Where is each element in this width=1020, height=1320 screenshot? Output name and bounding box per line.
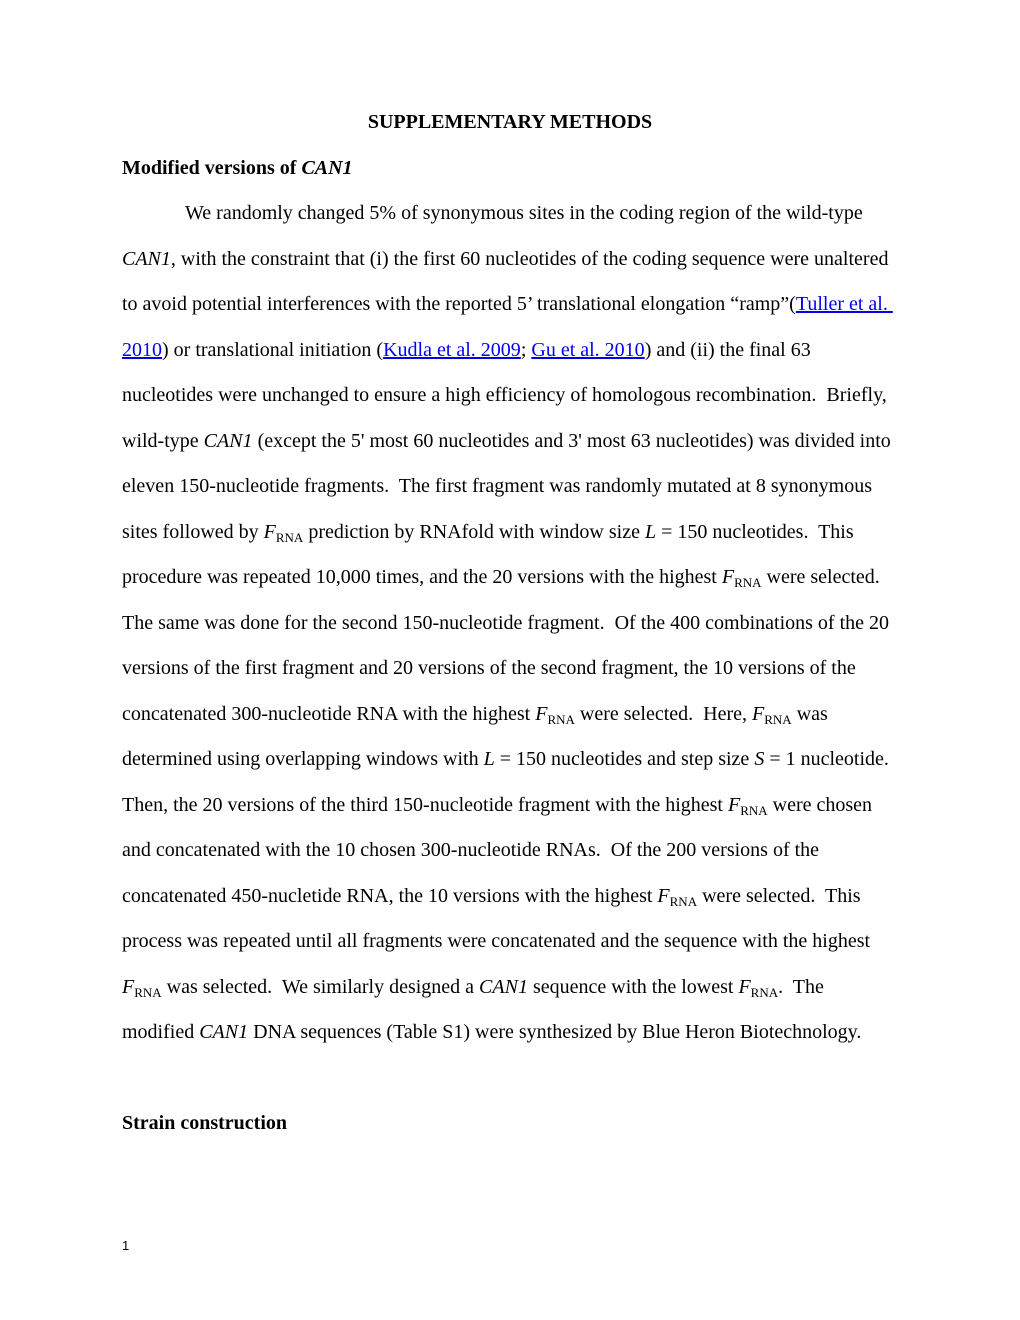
text-run: F <box>721 566 735 588</box>
citation-link-kudla-2009[interactable]: Kudla et al. 2009 <box>383 338 521 361</box>
text-run: RNA <box>764 711 792 727</box>
text-run: CAN1 <box>301 156 353 179</box>
text-run: RNA <box>669 893 698 909</box>
text-run: CAN1 <box>203 429 253 452</box>
document-title: SUPPLEMENTARY METHODS <box>367 111 653 133</box>
text-run: were selected. The same was done for the second 150-nucleotide fragment. Of the 400 combinations of the 20 versions of the first fragment and 20 versions of the second fragment, the 10 versions of the concatenated 300-nucleotide RNA with the highest <box>122 566 895 725</box>
text-run: were chosen and concatenated with the 10 chosen 300-nucleotide RNAs. Of the 200 versions of the concatenated 450-nucletide RNA, the 10 versions with the highest <box>122 793 878 907</box>
text-run: RNA <box>734 575 762 590</box>
text-run: F <box>657 884 670 907</box>
text-run: S <box>754 748 765 770</box>
text-run: L <box>644 520 657 543</box>
text-run: . The modified <box>122 975 829 1043</box>
text-run: = 150 nucleotides and step size <box>494 748 755 770</box>
text-run: ) and (ii) the final 63 nucleotides were unchanged to ensure a high efficiency of homologous recombination. Briefly, wild-type <box>122 338 892 452</box>
document-content <box>122 100 898 1147</box>
text-run: ; <box>520 338 532 361</box>
text-run: sequence with the lowest <box>527 975 739 998</box>
text-run: was determined using overlapping windows with <box>122 702 833 770</box>
text-run: , with the constraint that (i) the first 60 nucleotides of the coding sequence were unaltered to avoid potential interferences with the reported 5’ translational elongation “ramp”( <box>122 247 894 315</box>
text-run: F <box>535 702 548 725</box>
text-run: RNA <box>134 984 162 1000</box>
page-number: 1 <box>122 1238 130 1253</box>
text-run: prediction by RNAfold with window size <box>303 520 645 543</box>
citation-link-tuller-2010[interactable]: Tuller et al. 2010 <box>122 293 893 361</box>
text-run: RNA <box>275 529 304 545</box>
text-run: = 1 nucleotide. Then, the 20 versions of the third 150-nucleotide fragment with the highest <box>122 748 899 816</box>
text-run: RNA <box>740 802 768 818</box>
text-run: RNA <box>750 984 779 1000</box>
text-run: F <box>752 702 765 725</box>
citation-link-gu-2010[interactable]: Gu et al. 2010 <box>531 338 645 361</box>
text-run: (except the 5' most 60 nucleotides and 3' most 63 nucleotides) was divided into eleven 150-nucleotide fragments. The first fragment was randomly mutated at 8 synonymous sites followed by <box>122 429 896 543</box>
text-run: CAN1 <box>122 247 171 270</box>
text-run: was selected. We similarly designed a <box>161 975 480 998</box>
text-run: were selected. Here, <box>574 702 753 725</box>
text-run: CAN1 <box>199 1021 249 1043</box>
text-run: CAN1 <box>479 975 528 998</box>
text-run: were selected. This process was repeated until all fragments were concatenated and the sequence with the highest <box>122 884 876 952</box>
body-paragraph <box>122 191 898 1056</box>
section-heading-strain-construction: Strain construction <box>122 1112 287 1134</box>
section-heading-modified-versions <box>122 146 898 192</box>
text-run: F <box>122 975 135 998</box>
text-run: F <box>263 520 276 543</box>
text-run: = 150 nucleotides. This procedure was repeated 10,000 times, and the 20 versions with the highest <box>122 520 859 588</box>
text-run: ) or translational initiation ( <box>162 338 384 361</box>
text-run: Modified versions of <box>122 156 302 179</box>
text-run: We randomly changed 5% of synonymous sites in the coding region of the wild-type <box>185 202 868 224</box>
text-run: L <box>483 748 495 770</box>
text-run: F <box>738 975 751 998</box>
text-run: RNA <box>547 711 575 727</box>
text-run: F <box>727 793 741 816</box>
text-run: DNA sequences (Table S1) were synthesized by Blue Heron Biotechnology. <box>248 1021 862 1043</box>
